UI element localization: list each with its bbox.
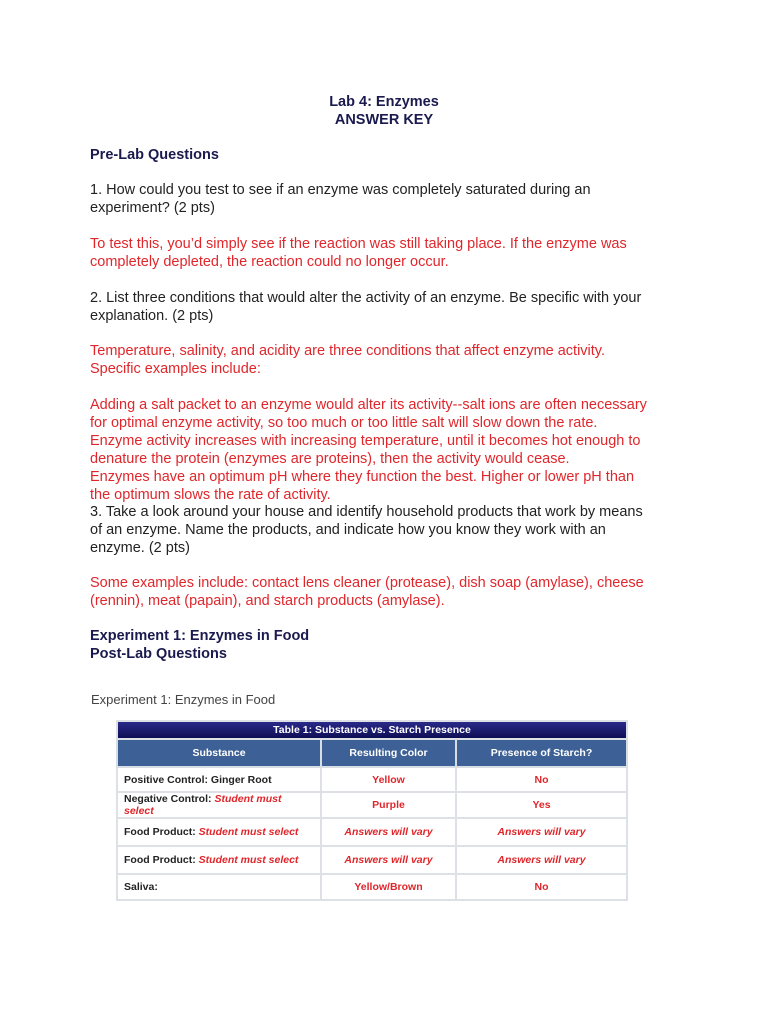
substance-label: Food Product:	[124, 826, 199, 838]
a3-line: Some examples include: contact lens cleaner (protease), dish soap (amylase), cheese	[90, 575, 644, 591]
starch-cell: Answers will vary	[456, 846, 627, 874]
starch-cell: No	[456, 874, 627, 900]
q3-line: enzyme. (2 pts)	[90, 540, 190, 556]
table-row	[117, 792, 627, 818]
substance-cell	[117, 874, 321, 900]
a2a-line: Specific examples include:	[90, 361, 261, 377]
q3-line: 3. Take a look around your house and identify household products that work by means	[90, 504, 643, 520]
substance-label: Food Product:	[124, 854, 199, 866]
color-cell: Answers will vary	[321, 818, 456, 846]
column-header: Substance	[117, 739, 321, 767]
column-header: Presence of Starch?	[456, 739, 627, 767]
results-table	[116, 720, 628, 901]
doc-subtitle: ANSWER KEY	[334, 112, 434, 128]
table-row	[117, 767, 627, 792]
substance-note: Student must select	[124, 793, 282, 817]
table-title: Table 1: Substance vs. Starch Presence	[117, 721, 627, 739]
table-row	[117, 874, 627, 900]
postlab-heading: Post-Lab Questions	[90, 646, 227, 662]
table-row	[117, 846, 627, 874]
column-header: Resulting Color	[321, 739, 456, 767]
a2b-line: Enzyme activity increases with increasing temperature, until it becomes hot enough to	[90, 433, 641, 449]
a1-line: completely depleted, the reaction could no longer occur.	[90, 254, 449, 270]
substance-label: Saliva:	[124, 881, 158, 893]
starch-cell: Answers will vary	[456, 818, 627, 846]
substance-cell	[117, 818, 321, 846]
substance-note: Student must select	[198, 826, 299, 838]
substance-cell	[117, 792, 321, 818]
q2-line: explanation. (2 pts)	[90, 308, 214, 324]
doc-title: Lab 4: Enzymes	[329, 94, 439, 110]
color-cell: Purple	[321, 792, 456, 818]
starch-cell: Yes	[456, 792, 627, 818]
q1-line: experiment? (2 pts)	[90, 200, 215, 216]
starch-cell: No	[456, 767, 627, 792]
a1-line: To test this, you’d simply see if the reaction was still taking place. If the enzyme was	[90, 236, 627, 252]
q3-line: of an enzyme. Name the products, and indicate how you know they work with an	[90, 522, 606, 538]
substance-label: Negative Control:	[124, 793, 215, 805]
a2a-line: Temperature, salinity, and acidity are three conditions that affect enzyme activity.	[90, 343, 606, 359]
color-cell: Yellow	[321, 767, 456, 792]
substance-note: Student must select	[198, 854, 299, 866]
q1-line: 1. How could you test to see if an enzyme was completely saturated during an	[90, 182, 591, 198]
a2b-line: denature the protein (enzymes are proteins), then the activity would cease.	[90, 451, 570, 467]
prelab-heading: Pre-Lab Questions	[90, 147, 219, 163]
q2-line: 2. List three conditions that would alter the activity of an enzyme. Be specific with your	[90, 290, 642, 306]
experiment-heading: Experiment 1: Enzymes in Food	[90, 628, 310, 644]
color-cell: Yellow/Brown	[321, 874, 456, 900]
substance-cell	[117, 767, 321, 792]
a2b-line: for optimal enzyme activity, so too much or too little salt will slow down the rate.	[90, 415, 598, 431]
a3-line: (rennin), meat (papain), and starch products (amylase).	[90, 593, 445, 609]
a2b-line: the optimum slows the rate of activity.	[90, 487, 331, 503]
substance-cell	[117, 846, 321, 874]
a2b-line: Adding a salt packet to an enzyme would alter its activity--salt ions are often necessary	[90, 397, 647, 413]
a2b-line: Enzymes have an optimum pH where they function the best. Higher or lower pH than	[90, 469, 635, 485]
table-row	[117, 818, 627, 846]
substance-label: Positive Control: Ginger Root	[124, 773, 272, 786]
table-caption: Experiment 1: Enzymes in Food	[91, 692, 276, 707]
color-cell: Answers will vary	[321, 846, 456, 874]
